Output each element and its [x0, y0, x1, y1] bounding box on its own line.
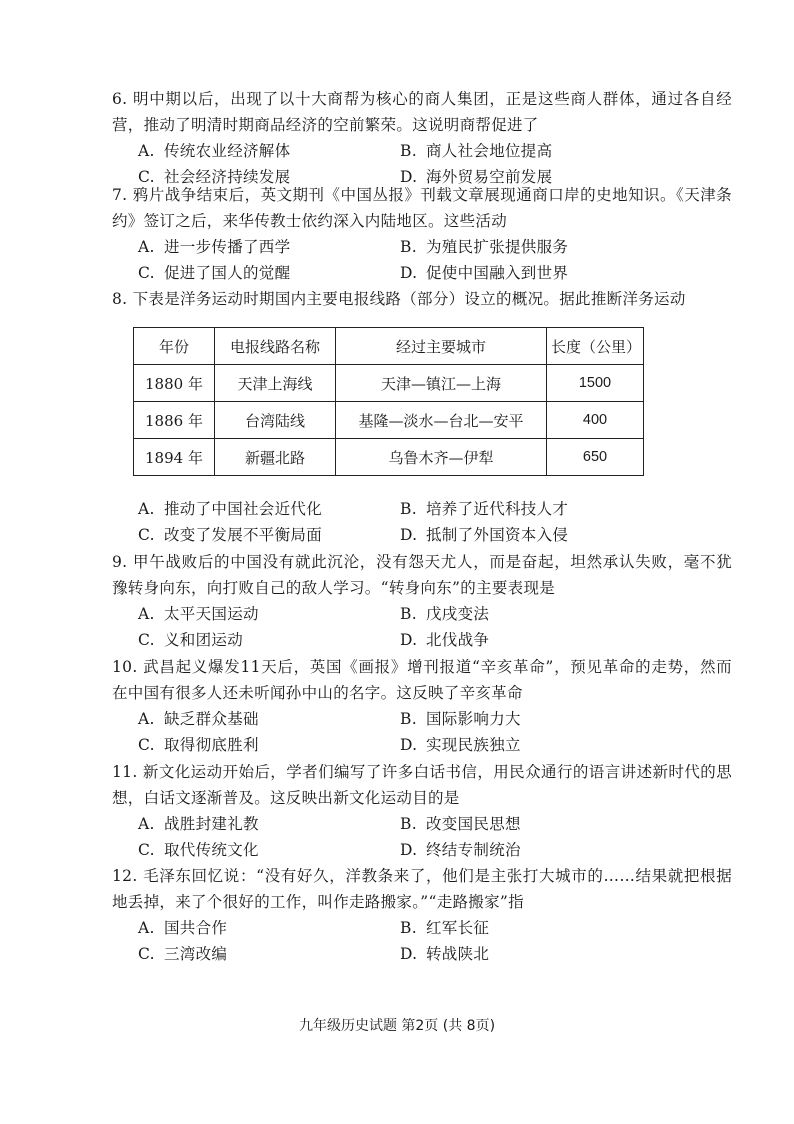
option-d[interactable]: D. 海外贸易空前发展 — [400, 168, 553, 186]
option-c[interactable]: C. 促进了国人的觉醒 — [138, 264, 291, 282]
table-row — [134, 365, 644, 402]
option-a[interactable]: A. 太平天国运动 — [138, 605, 259, 623]
table-row — [134, 439, 644, 476]
cell-cities: 基隆—淡水—台北—安平 — [336, 402, 547, 439]
option-b[interactable]: B. 国际影响力大 — [400, 710, 521, 728]
options — [138, 915, 732, 967]
question-stem: 7. 鸦片战争结束后，英文期刊《中国丛报》刊载文章展现通商口岸的史地知识。《天津条约》签订之后，来华传教士依约深入内陆地区。这些活动 — [112, 186, 732, 230]
options — [138, 601, 732, 653]
options — [138, 496, 732, 548]
option-b[interactable]: B. 商人社会地位提高 — [400, 142, 553, 160]
option-a[interactable]: A. 传统农业经济解体 — [138, 142, 291, 160]
option-d[interactable]: D. 终结专制统治 — [400, 841, 521, 859]
option-b[interactable]: B. 戊戌变法 — [400, 605, 490, 623]
question-stem: 10. 武昌起义爆发11天后，英国《画报》增刊报道“辛亥革命”，预见革命的走势，然而在中国有很多人还未听闻孙中山的名字。这反映了辛亥革命 — [112, 658, 732, 702]
option-b[interactable]: B. 培养了近代科技人才 — [400, 500, 569, 518]
question-stem: 8. 下表是洋务运动时期国内主要电报线路（部分）设立的概况。据此推断洋务运动 — [112, 290, 686, 308]
option-d[interactable]: D. 实现民族独立 — [400, 736, 521, 754]
option-b[interactable]: B. 改变国民思想 — [400, 815, 521, 833]
telegraph-table — [133, 327, 644, 476]
options — [138, 811, 732, 863]
question-12 — [112, 863, 732, 967]
question-stem: 12. 毛泽东回忆说：“没有好久，洋教条来了，他们是主张打大城市的……结果就把根据地丢掉，来了个很好的工作，叫作走路搬家。”“走路搬家”指 — [112, 867, 732, 911]
options — [138, 706, 732, 758]
question-6 — [112, 86, 732, 190]
option-b[interactable]: B. 红军长征 — [400, 919, 490, 937]
cell-year: 1894 年 — [134, 439, 215, 476]
question-stem: 6. 明中期以后，出现了以十大商帮为核心的商人集团，正是这些商人群体，通过各自经营，推动了明清时期商品经济的空前繁荣。这说明商帮促进了 — [112, 90, 732, 134]
option-b[interactable]: B. 为殖民扩张提供服务 — [400, 238, 569, 256]
option-a[interactable]: A. 推动了中国社会近代化 — [138, 500, 323, 518]
option-c[interactable]: C. 取代传统文化 — [138, 841, 259, 859]
cell-line-name: 新疆北路 — [215, 439, 336, 476]
cell-year: 1880 年 — [134, 365, 215, 402]
header-year: 年份 — [134, 328, 215, 365]
question-stem: 11. 新文化运动开始后，学者们编写了许多白话书信，用民众通行的语言讲述新时代的思想，白话文逐渐普及。这反映出新文化运动目的是 — [112, 763, 732, 807]
option-d[interactable]: D. 北伐战争 — [400, 631, 490, 649]
options — [138, 234, 732, 286]
option-d[interactable]: D. 转战陕北 — [400, 945, 490, 963]
cell-length: 1500 — [547, 365, 644, 402]
option-c[interactable]: C. 社会经济持续发展 — [138, 168, 291, 186]
table-header-row — [134, 328, 644, 365]
page-footer: 九年级历史试题 第2页 (共 8页) — [298, 1018, 496, 1034]
option-c[interactable]: C. 三湾改编 — [138, 945, 228, 963]
question-9 — [112, 549, 732, 653]
question-10 — [112, 654, 732, 758]
option-a[interactable]: A. 进一步传播了西学 — [138, 238, 291, 256]
table-row — [134, 402, 644, 439]
header-line-name: 电报线路名称 — [215, 328, 336, 365]
cell-line-name: 台湾陆线 — [215, 402, 336, 439]
cell-length: 650 — [547, 439, 644, 476]
cell-cities: 乌鲁木齐—伊犁 — [336, 439, 547, 476]
option-c[interactable]: C. 义和团运动 — [138, 631, 244, 649]
question-stem: 9. 甲午战败后的中国没有就此沉沦，没有怨天尤人，而是奋起，坦然承认失败，毫不犹豫转身向东，向打败自己的敌人学习。“转身向东”的主要表现是 — [112, 553, 732, 597]
cell-length: 400 — [547, 402, 644, 439]
question-8-options — [112, 496, 732, 548]
question-11 — [112, 759, 732, 863]
option-a[interactable]: A. 战胜封建礼教 — [138, 815, 259, 833]
question-7 — [112, 182, 732, 286]
header-cities: 经过主要城市 — [336, 328, 547, 365]
cell-line-name: 天津上海线 — [215, 365, 336, 402]
option-c[interactable]: C. 改变了发展不平衡局面 — [138, 526, 323, 544]
option-c[interactable]: C. 取得彻底胜利 — [138, 736, 259, 754]
header-length: 长度（公里） — [547, 328, 644, 365]
option-a[interactable]: A. 国共合作 — [138, 919, 228, 937]
option-d[interactable]: D. 促使中国融入到世界 — [400, 264, 569, 282]
cell-year: 1886 年 — [134, 402, 215, 439]
option-a[interactable]: A. 缺乏群众基础 — [138, 710, 259, 728]
cell-cities: 天津—镇江—上海 — [336, 365, 547, 402]
question-8-stem — [112, 286, 732, 312]
option-d[interactable]: D. 抵制了外国资本入侵 — [400, 526, 569, 544]
